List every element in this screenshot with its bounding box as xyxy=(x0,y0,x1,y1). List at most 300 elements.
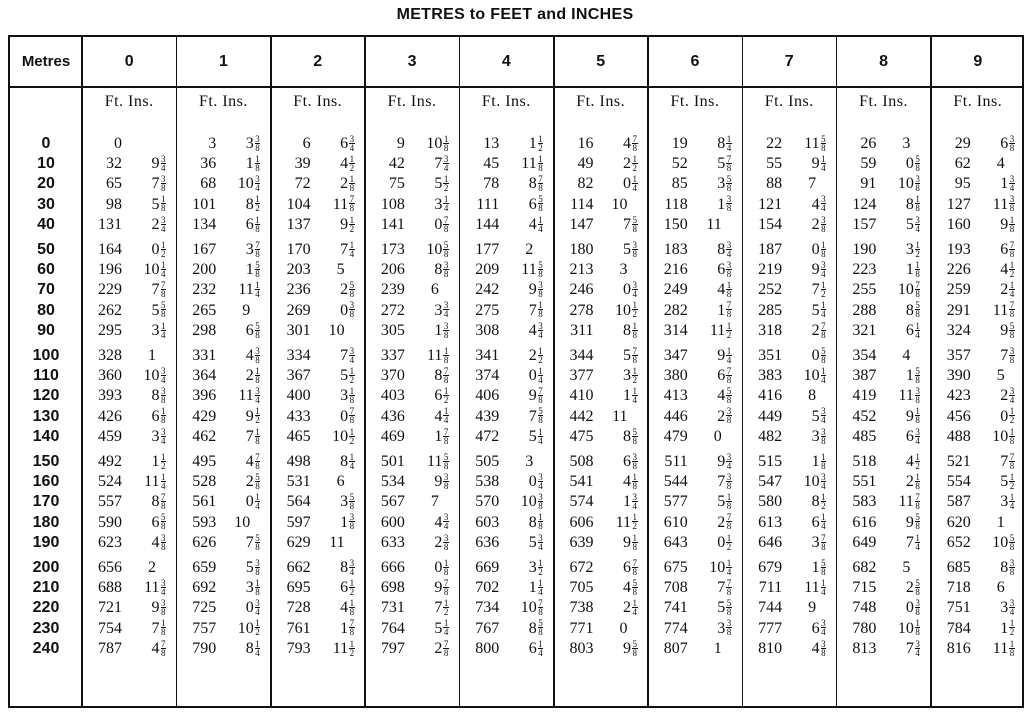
table-cell xyxy=(560,367,638,385)
row-label: 150 xyxy=(32,453,60,470)
feet-value: 282 xyxy=(663,301,688,319)
inches-value: 11 $\frac{3}{8}$ xyxy=(898,386,920,406)
fraction: $\frac{7}{8}$ xyxy=(255,451,260,471)
inches-value: 8 $\frac{3}{8}$ xyxy=(434,260,449,280)
fraction: $\frac{3}{8}$ xyxy=(726,406,732,426)
fraction: $\frac{1}{8}$ xyxy=(161,618,166,638)
inches-value: 0 xyxy=(619,619,628,637)
inches-value: 1 $\frac{1}{2}$ xyxy=(151,451,166,471)
table-cell xyxy=(465,599,543,617)
table-cell xyxy=(842,367,920,385)
inches-value: 1 $\frac{3}{8}$ xyxy=(434,320,449,340)
feet-value: 449 xyxy=(758,407,783,425)
table-cell xyxy=(937,514,1015,532)
fraction: $\frac{3}{8}$ xyxy=(538,492,543,512)
feet-value: 170 xyxy=(286,241,311,258)
fraction: $\frac{5}{8}$ xyxy=(538,618,543,638)
fraction: $\frac{3}{4}$ xyxy=(821,260,826,280)
fraction: $\frac{5}{8}$ xyxy=(915,578,920,598)
fraction: $\frac{5}{8}$ xyxy=(726,386,732,406)
feet-value: 472 xyxy=(475,427,500,445)
fraction: $\frac{7}{8}$ xyxy=(443,214,449,234)
feet-value: 95 xyxy=(954,175,971,193)
fraction: $\frac{1}{4}$ xyxy=(255,280,260,300)
feet-value: 104 xyxy=(286,195,311,213)
table-cell xyxy=(654,620,732,638)
table-cell xyxy=(277,241,355,259)
fraction: $\frac{1}{4}$ xyxy=(821,366,826,386)
table-cell xyxy=(654,175,732,193)
inches-value: 6 $\frac{3}{8}$ xyxy=(717,260,732,280)
feet-value: 597 xyxy=(286,513,311,531)
fraction: $\frac{1}{2}$ xyxy=(443,174,449,194)
table-cell xyxy=(88,135,166,153)
inches-value: 3 $\frac{3}{8}$ xyxy=(717,618,732,638)
table-cell xyxy=(88,408,166,426)
table-cell xyxy=(88,241,166,259)
feet-value: 298 xyxy=(192,321,217,339)
table-cell xyxy=(371,241,449,259)
table-cell xyxy=(182,473,260,491)
feet-value: 269 xyxy=(286,301,311,319)
fraction: $\frac{1}{2}$ xyxy=(349,426,355,446)
feet-value: 616 xyxy=(852,513,877,531)
fraction: $\frac{3}{8}$ xyxy=(255,345,260,365)
feet-value: 357 xyxy=(946,347,971,364)
table-cell xyxy=(277,322,355,340)
column-divider xyxy=(459,37,461,706)
feet-value: 698 xyxy=(380,579,405,597)
table-cell xyxy=(371,408,449,426)
feet-value: 311 xyxy=(570,321,594,339)
feet-value: 0 xyxy=(114,135,122,152)
inches-value: 6 xyxy=(336,473,345,491)
table-cell xyxy=(842,302,920,320)
inches-value: 4 $\frac{7}{8}$ xyxy=(623,133,637,153)
inches-value: 3 $\frac{3}{8}$ xyxy=(245,133,260,153)
inches-value: 7 $\frac{7}{8}$ xyxy=(151,280,166,300)
inches-value: 4 $\frac{3}{8}$ xyxy=(245,345,260,365)
table-cell xyxy=(277,579,355,597)
feet-value: 685 xyxy=(946,559,971,576)
inches-value: 2 $\frac{1}{2}$ xyxy=(528,345,543,365)
column-header: 9 xyxy=(973,52,983,70)
table-cell xyxy=(560,579,638,597)
row-label: 20 xyxy=(37,175,55,193)
fraction: $\frac{1}{2}$ xyxy=(915,239,920,259)
table-cell xyxy=(182,216,260,234)
inches-value: 7 $\frac{1}{2}$ xyxy=(811,280,826,300)
table-cell xyxy=(842,196,920,214)
feet-value: 341 xyxy=(475,347,500,364)
fraction: $\frac{1}{8}$ xyxy=(1009,214,1015,234)
fraction: $\frac{7}{8}$ xyxy=(538,174,543,194)
table-cell xyxy=(465,453,543,471)
feet-value: 22 xyxy=(766,135,783,152)
inches-value: 3 $\frac{1}{4}$ xyxy=(1000,492,1015,512)
feet-value: 272 xyxy=(380,301,405,319)
table-cell xyxy=(465,534,543,552)
table-cell xyxy=(182,579,260,597)
inches-value: 4 $\frac{7}{8}$ xyxy=(151,638,166,658)
inches-value: 5 $\frac{1}{8}$ xyxy=(151,194,166,214)
table-cell xyxy=(465,428,543,446)
inches-value: 5 xyxy=(996,367,1005,385)
feet-value: 469 xyxy=(380,427,405,445)
table-cell xyxy=(748,367,826,385)
inches-value: 2 xyxy=(148,559,156,576)
fraction: $\frac{3}{4}$ xyxy=(821,472,826,492)
inches-value: 3 $\frac{5}{8}$ xyxy=(717,174,732,194)
inches-value: 8 xyxy=(808,387,817,405)
feet-value: 259 xyxy=(946,281,971,299)
column-divider xyxy=(647,37,649,706)
inches-value: 1 $\frac{1}{2}$ xyxy=(1000,618,1015,638)
feet-value: 764 xyxy=(380,619,405,637)
feet-value: 131 xyxy=(98,215,122,233)
feet-value: 36 xyxy=(200,155,217,173)
feet-value: 557 xyxy=(98,493,122,511)
table-cell xyxy=(842,493,920,511)
inches-value: 4 $\frac{1}{8}$ xyxy=(623,472,637,492)
feet-value: 613 xyxy=(758,513,783,531)
table-cell xyxy=(748,155,826,173)
feet-value: 374 xyxy=(475,367,500,385)
inches-value: 10 $\frac{1}{2}$ xyxy=(332,426,355,446)
feet-value: 485 xyxy=(852,427,877,445)
inches-value: 1 $\frac{3}{4}$ xyxy=(1000,174,1015,194)
fraction: $\frac{1}{2}$ xyxy=(255,194,260,214)
table-cell xyxy=(465,155,543,173)
table-cell xyxy=(560,534,638,552)
fraction: $\frac{5}{8}$ xyxy=(821,133,826,153)
table-cell xyxy=(465,367,543,385)
fraction: $\frac{1}{8}$ xyxy=(349,174,355,194)
column-divider xyxy=(364,37,366,706)
fraction: $\frac{3}{4}$ xyxy=(161,366,166,386)
fraction: $\frac{7}{8}$ xyxy=(915,280,920,300)
fraction: $\frac{1}{4}$ xyxy=(538,366,543,386)
table-cell xyxy=(371,534,449,552)
fraction: $\frac{1}{4}$ xyxy=(443,406,449,426)
table-cell xyxy=(937,302,1015,320)
inches-value: 3 $\frac{1}{8}$ xyxy=(245,578,260,598)
table-cell xyxy=(182,534,260,552)
feet-value: 626 xyxy=(192,533,217,551)
inches-value: 11 $\frac{1}{8}$ xyxy=(521,154,543,174)
table-cell xyxy=(560,428,638,446)
table-cell xyxy=(88,559,166,577)
feet-value: 567 xyxy=(380,493,405,511)
inches-value: 0 $\frac{1}{4}$ xyxy=(623,174,637,194)
feet-value: 347 xyxy=(663,347,688,364)
fraction: $\frac{3}{4}$ xyxy=(915,214,920,234)
feet-value: 236 xyxy=(286,281,311,299)
table-cell xyxy=(748,640,826,658)
feet-value: 534 xyxy=(380,473,405,491)
inches-value: 7 $\frac{5}{8}$ xyxy=(528,406,543,426)
feet-value: 816 xyxy=(946,639,971,657)
inches-value: 10 xyxy=(234,513,251,531)
inches-value: 3 $\frac{7}{8}$ xyxy=(811,532,826,552)
inches-value: 3 $\frac{3}{8}$ xyxy=(811,426,826,446)
fraction: $\frac{1}{2}$ xyxy=(1009,406,1015,426)
feet-value: 544 xyxy=(663,473,688,491)
table-cell xyxy=(88,347,166,365)
table-cell xyxy=(937,135,1015,153)
feet-value: 459 xyxy=(98,427,122,445)
inches-value: 2 $\frac{3}{8}$ xyxy=(717,406,732,426)
inches-value: 9 $\frac{5}{8}$ xyxy=(905,512,920,532)
fraction: $\frac{3}{8}$ xyxy=(255,133,260,153)
fraction: $\frac{1}{8}$ xyxy=(915,618,920,638)
feet-value: 108 xyxy=(380,195,405,213)
feet-value: 475 xyxy=(569,427,594,445)
table-cell xyxy=(88,640,166,658)
inches-value: 5 $\frac{7}{8}$ xyxy=(623,345,637,365)
table-cell xyxy=(937,347,1015,365)
inches-value: 7 $\frac{1}{2}$ xyxy=(434,598,449,618)
table-cell xyxy=(842,620,920,638)
feet-value: 744 xyxy=(758,599,783,617)
inches-value: 8 $\frac{1}{8}$ xyxy=(623,320,637,340)
fraction: $\frac{1}{8}$ xyxy=(443,345,449,365)
table-cell xyxy=(842,155,920,173)
fraction: $\frac{3}{4}$ xyxy=(821,406,826,426)
table-cell xyxy=(937,196,1015,214)
fraction: $\frac{1}{4}$ xyxy=(726,345,732,365)
feet-value: 606 xyxy=(569,513,594,531)
feet-value: 652 xyxy=(946,533,971,551)
table-cell xyxy=(465,620,543,638)
table-cell xyxy=(371,473,449,491)
feet-value: 187 xyxy=(758,241,783,258)
metres-header: Metres xyxy=(21,53,71,70)
inches-value: 0 $\frac{1}{4}$ xyxy=(245,492,260,512)
table-cell xyxy=(277,408,355,426)
table-cell xyxy=(654,408,732,426)
table-cell xyxy=(88,302,166,320)
unit-subheader: Ft. Ins. xyxy=(953,93,1003,110)
inches-value: 9 $\frac{3}{4}$ xyxy=(811,260,826,280)
feet-value: 587 xyxy=(946,493,971,511)
inches-value: 2 $\frac{7}{8}$ xyxy=(811,320,826,340)
fraction: $\frac{1}{2}$ xyxy=(632,366,637,386)
fraction: $\frac{3}{4}$ xyxy=(1009,386,1015,406)
feet-value: 223 xyxy=(852,261,877,279)
fraction: $\frac{1}{4}$ xyxy=(443,194,449,214)
fraction: $\frac{1}{4}$ xyxy=(538,426,543,446)
fraction: $\frac{1}{2}$ xyxy=(632,300,637,320)
table-cell xyxy=(842,261,920,279)
inches-value: 11 $\frac{3}{4}$ xyxy=(238,386,260,406)
fraction: $\frac{3}{4}$ xyxy=(821,194,826,214)
table-cell xyxy=(88,534,166,552)
fraction: $\frac{1}{4}$ xyxy=(821,154,826,174)
fraction: $\frac{1}{4}$ xyxy=(538,578,543,598)
inches-value: 0 xyxy=(713,427,722,445)
table-cell xyxy=(654,347,732,365)
table-cell xyxy=(560,559,638,577)
inches-value: 11 $\frac{7}{8}$ xyxy=(898,492,920,512)
inches-value: 10 xyxy=(611,195,628,213)
feet-value: 675 xyxy=(663,559,688,576)
fraction: $\frac{7}{8}$ xyxy=(915,492,920,512)
feet-value: 501 xyxy=(380,453,405,470)
feet-value: 144 xyxy=(475,215,500,233)
fraction: $\frac{5}{8}$ xyxy=(821,557,826,577)
inches-value: 10 $\frac{5}{8}$ xyxy=(992,532,1015,552)
feet-value: 666 xyxy=(380,559,405,576)
feet-value: 741 xyxy=(663,599,688,617)
feet-value: 797 xyxy=(380,639,405,657)
table-cell xyxy=(277,175,355,193)
feet-value: 55 xyxy=(766,155,783,173)
inches-value: 3 $\frac{3}{4}$ xyxy=(151,426,166,446)
feet-value: 275 xyxy=(475,301,500,319)
table-cell xyxy=(560,493,638,511)
inches-value: 1 $\frac{3}{8}$ xyxy=(340,512,355,532)
feet-value: 790 xyxy=(192,639,217,657)
inches-value: 3 $\frac{1}{2}$ xyxy=(623,366,637,386)
inches-value: 4 xyxy=(902,347,911,364)
row-label: 210 xyxy=(32,579,60,597)
inches-value: 8 $\frac{1}{8}$ xyxy=(905,194,920,214)
header-divider xyxy=(10,86,1022,88)
inches-value: 3 $\frac{5}{8}$ xyxy=(340,492,355,512)
feet-value: 16 xyxy=(577,135,594,152)
fraction: $\frac{1}{8}$ xyxy=(443,557,449,577)
inches-value: 0 $\frac{1}{8}$ xyxy=(811,239,826,259)
fraction: $\frac{3}{4}$ xyxy=(726,239,732,259)
fraction: $\frac{3}{8}$ xyxy=(726,260,732,280)
table-cell xyxy=(937,241,1015,259)
inches-value: 9 $\frac{5}{8}$ xyxy=(1000,320,1015,340)
inches-value: 2 $\frac{1}{8}$ xyxy=(340,174,355,194)
inches-value: 1 $\frac{3}{4}$ xyxy=(623,492,637,512)
table-cell xyxy=(277,493,355,511)
table-cell xyxy=(842,408,920,426)
inches-value: 11 $\frac{1}{2}$ xyxy=(615,512,637,532)
table-cell xyxy=(371,599,449,617)
feet-value: 718 xyxy=(946,579,971,597)
fraction: $\frac{1}{8}$ xyxy=(632,320,637,340)
feet-value: 229 xyxy=(98,281,122,299)
feet-value: 255 xyxy=(852,281,877,299)
table-cell xyxy=(654,196,732,214)
fraction: $\frac{1}{8}$ xyxy=(255,154,260,174)
fraction: $\frac{3}{8}$ xyxy=(161,598,166,618)
feet-value: 65 xyxy=(106,175,122,193)
table-cell xyxy=(88,196,166,214)
fraction: $\frac{5}{8}$ xyxy=(349,492,355,512)
inches-value: 9 $\frac{7}{8}$ xyxy=(434,578,449,598)
row-label: 30 xyxy=(37,195,55,213)
table-cell xyxy=(88,493,166,511)
feet-value: 695 xyxy=(286,579,311,597)
feet-value: 82 xyxy=(577,175,594,193)
fraction: $\frac{7}{8}$ xyxy=(349,194,355,214)
table-cell xyxy=(654,559,732,577)
feet-value: 406 xyxy=(475,387,500,405)
inches-value: 9 $\frac{3}{4}$ xyxy=(717,451,732,471)
inches-value: 1 $\frac{7}{8}$ xyxy=(340,618,355,638)
inches-value: 7 $\frac{3}{4}$ xyxy=(340,345,355,365)
fraction: $\frac{3}{4}$ xyxy=(161,154,166,174)
table-cell xyxy=(560,620,638,638)
table-cell xyxy=(560,599,638,617)
table-cell xyxy=(88,579,166,597)
table-cell xyxy=(277,261,355,279)
fraction: $\frac{7}{8}$ xyxy=(443,578,449,598)
fraction: $\frac{3}{8}$ xyxy=(443,532,449,552)
inches-value: 9 $\frac{1}{2}$ xyxy=(245,406,260,426)
feet-value: 456 xyxy=(946,407,971,425)
fraction: $\frac{7}{8}$ xyxy=(161,638,166,658)
feet-value: 774 xyxy=(663,619,688,637)
fraction: $\frac{3}{4}$ xyxy=(1009,598,1015,618)
table-cell xyxy=(182,175,260,193)
inches-value: 10 $\frac{5}{8}$ xyxy=(426,239,449,259)
table-cell xyxy=(277,620,355,638)
feet-value: 177 xyxy=(475,241,500,258)
fraction: $\frac{1}{8}$ xyxy=(632,472,637,492)
feet-value: 26 xyxy=(860,135,877,152)
inches-value: 0 $\frac{3}{8}$ xyxy=(905,598,920,618)
feet-value: 787 xyxy=(98,639,122,657)
feet-value: 633 xyxy=(380,533,405,551)
inches-value: 5 $\frac{3}{4}$ xyxy=(528,532,543,552)
feet-value: 757 xyxy=(192,619,217,637)
inches-value: 7 xyxy=(430,493,439,511)
inches-value: 2 $\frac{3}{8}$ xyxy=(811,214,826,234)
inches-value: 0 $\frac{1}{2}$ xyxy=(717,532,732,552)
inches-value: 11 $\frac{7}{8}$ xyxy=(992,300,1015,320)
fraction: $\frac{1}{4}$ xyxy=(821,578,826,598)
table-cell xyxy=(465,408,543,426)
column-divider xyxy=(270,37,272,706)
feet-value: 731 xyxy=(380,599,405,617)
fraction: $\frac{1}{4}$ xyxy=(632,386,637,406)
fraction: $\frac{1}{2}$ xyxy=(161,239,166,259)
fraction: $\frac{3}{8}$ xyxy=(726,472,732,492)
feet-value: 738 xyxy=(569,599,594,617)
feet-value: 387 xyxy=(852,367,877,385)
fraction: $\frac{7}{8}$ xyxy=(726,512,732,532)
feet-value: 711 xyxy=(758,579,783,597)
table-cell xyxy=(937,428,1015,446)
fraction: $\frac{3}{4}$ xyxy=(821,618,826,638)
feet-value: 232 xyxy=(192,281,217,299)
feet-value: 127 xyxy=(946,195,971,213)
table-cell xyxy=(937,453,1015,471)
feet-value: 551 xyxy=(852,473,877,491)
table-cell xyxy=(465,261,543,279)
fraction: $\frac{1}{8}$ xyxy=(821,451,826,471)
table-cell xyxy=(465,302,543,320)
table-cell xyxy=(182,347,260,365)
fraction: $\frac{3}{8}$ xyxy=(538,280,543,300)
fraction: $\frac{3}{8}$ xyxy=(349,512,355,532)
inches-value: 2 $\frac{1}{4}$ xyxy=(1000,280,1015,300)
inches-value: 10 $\frac{3}{8}$ xyxy=(897,174,920,194)
feet-value: 265 xyxy=(192,301,217,319)
column-header: 7 xyxy=(784,52,794,70)
fraction: $\frac{1}{2}$ xyxy=(538,557,543,577)
table-cell xyxy=(748,387,826,405)
feet-value: 498 xyxy=(286,453,311,470)
feet-value: 429 xyxy=(192,407,217,425)
